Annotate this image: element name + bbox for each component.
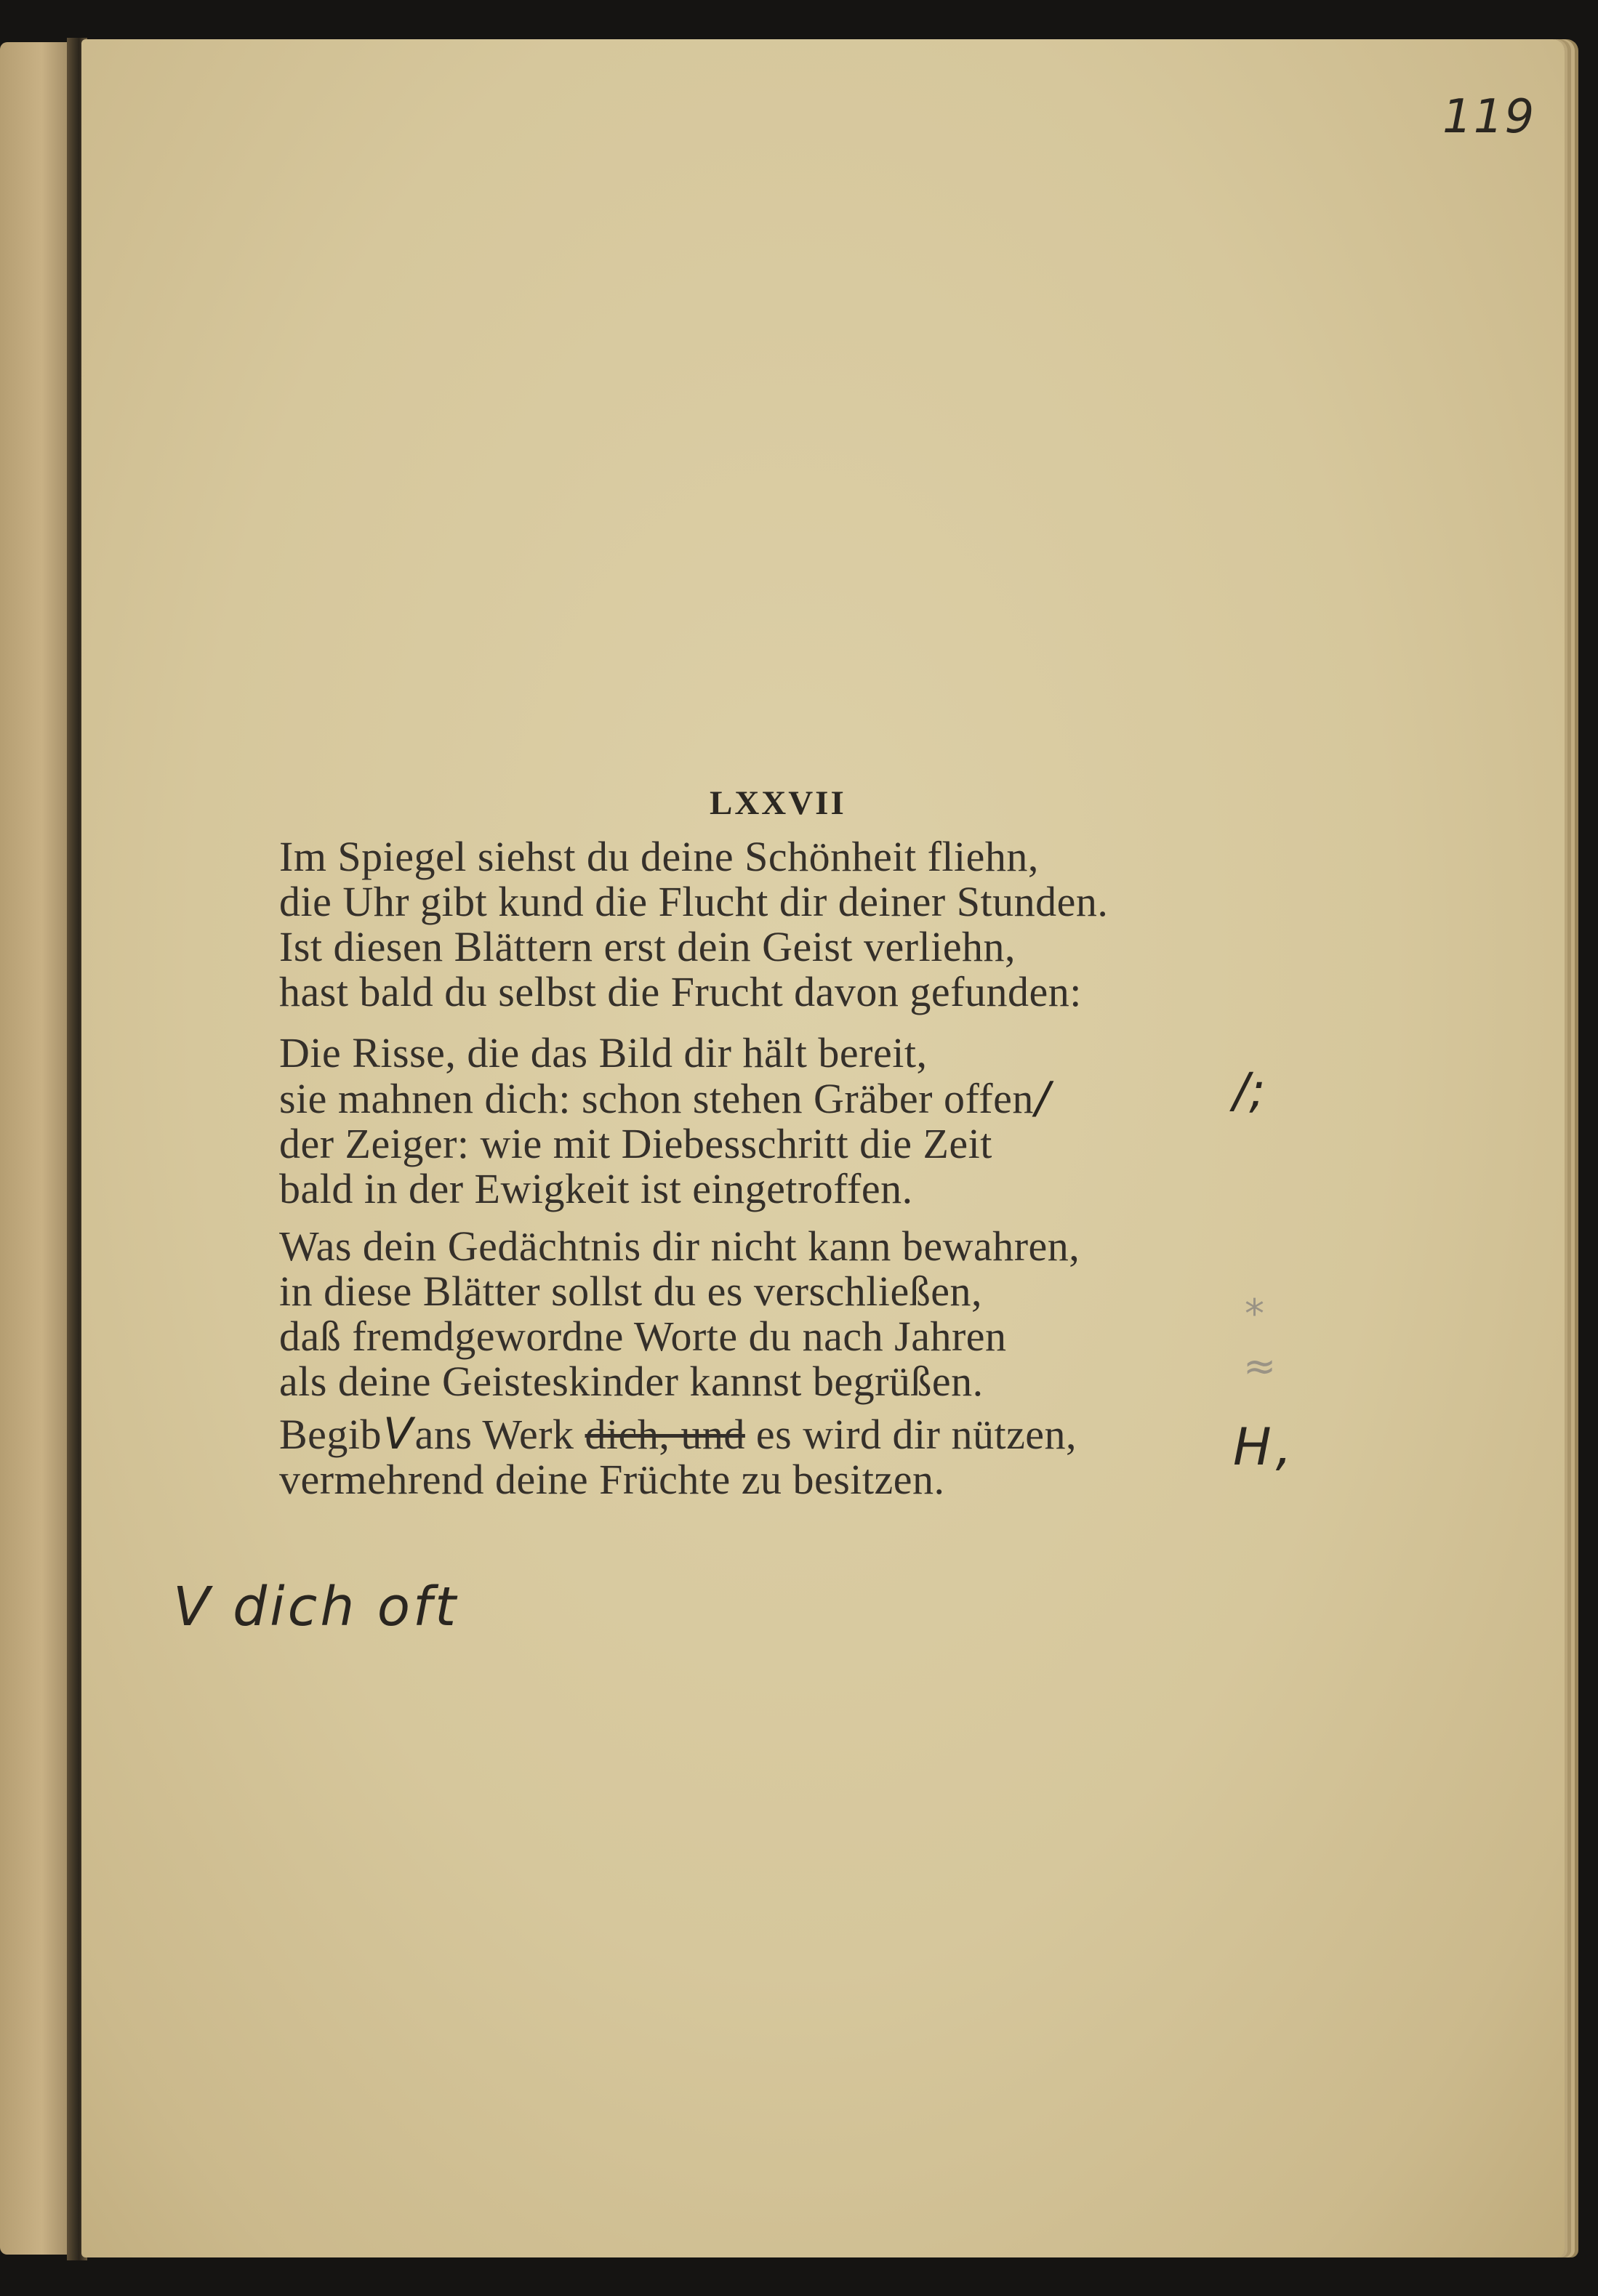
verse-line: hast bald du selbst die Frucht davon gefunden: <box>279 968 1082 1015</box>
struck-text: dich, und <box>585 1411 745 1458</box>
stanza-1 <box>279 834 1108 1015</box>
left-page-edge <box>0 42 76 2255</box>
insert-mark: / <box>1035 1073 1051 1124</box>
verse-line <box>279 1073 1052 1124</box>
margin-correction-mark: H, <box>1233 1417 1296 1477</box>
verse-line: daß fremdgewordne Worte du nach Jahren <box>279 1313 1007 1360</box>
caret-mark: V <box>383 1409 414 1459</box>
verse-line <box>279 1411 1077 1457</box>
verse-line: der Zeiger: wie mit Diebesschritt die Zeit <box>279 1120 992 1167</box>
verse-fragment: es wird dir nützen, <box>744 1411 1077 1458</box>
verse-line-text: sie mahnen dich: schon stehen Gräber offen <box>279 1075 1034 1122</box>
stanza-3 <box>279 1224 1080 1404</box>
stanza-2 <box>279 1031 1052 1212</box>
margin-semicolon-mark: /; <box>1233 1063 1266 1119</box>
stanza-4 <box>279 1411 1077 1502</box>
verse-line: als deine Geisteskinder kannst begrüßen. <box>279 1358 984 1405</box>
verse-line: Die Risse, die das Bild dir hält bereit, <box>279 1029 928 1076</box>
verse-fragment: Begib <box>279 1411 382 1458</box>
verse-line: die Uhr gibt kund die Flucht dir deiner Stunden. <box>279 878 1109 925</box>
verse-line: Ist diesen Blättern erst dein Geist verliehn, <box>279 923 1016 970</box>
poem-title: LXXVII <box>710 784 846 822</box>
verse-line: bald in der Ewigkeit ist eingetroffen. <box>279 1165 913 1212</box>
verse-line: in diese Blätter sollst du es verschließen, <box>279 1268 983 1315</box>
margin-pencil-mark: * <box>1245 1291 1264 1337</box>
verse-line: Was dein Gedächtnis dir nicht kann bewahren, <box>279 1222 1080 1270</box>
handwritten-note: V dich oft <box>173 1576 459 1638</box>
verse-line: Im Spiegel siehst du deine Schönheit fliehn, <box>279 833 1039 880</box>
margin-pencil-mark: ≈ <box>1243 1343 1277 1389</box>
verse-fragment: ans Werk <box>414 1411 585 1458</box>
page-number: 119 <box>1442 90 1536 144</box>
verse-line: vermehrend deine Früchte zu besitzen. <box>279 1456 945 1503</box>
